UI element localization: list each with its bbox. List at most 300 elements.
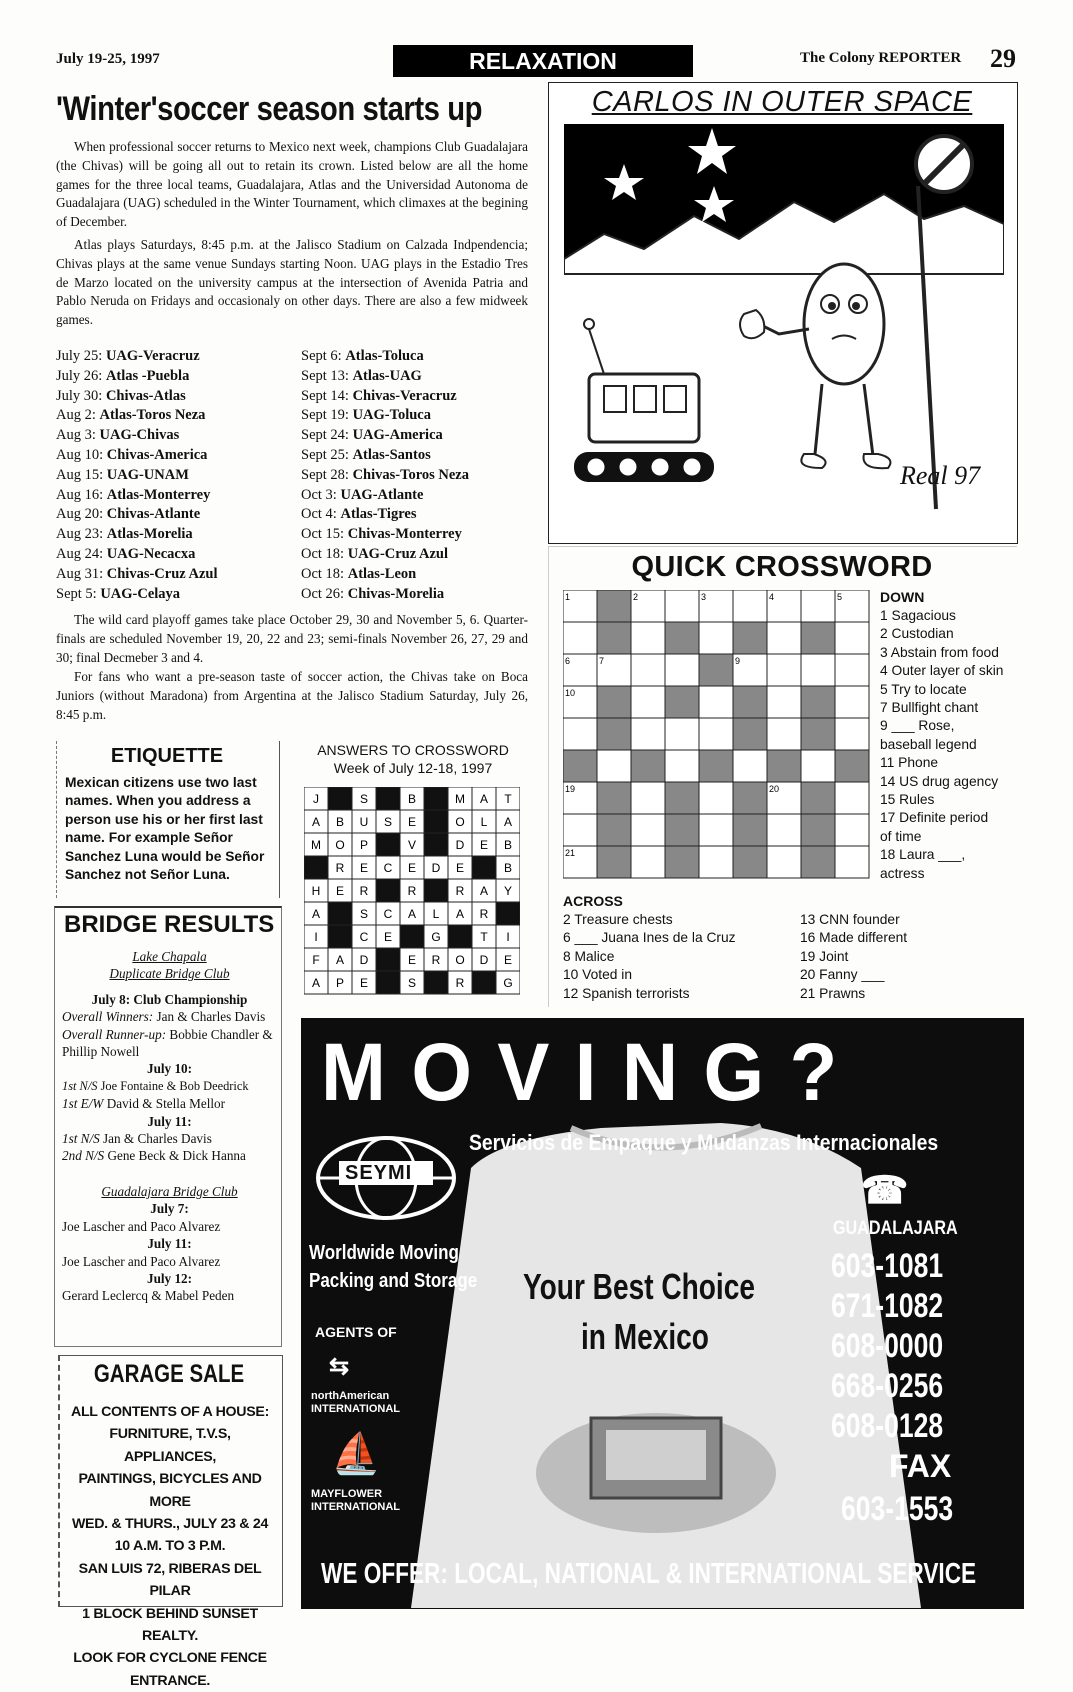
schedule-match: Chivas-Monterrey <box>347 526 462 543</box>
answer-letter: A <box>503 815 513 829</box>
schedule-match: Atlas-Santos <box>352 446 431 463</box>
down-clue: 5 Try to locate <box>880 681 967 697</box>
down-clue: 14 US drug agency <box>880 773 999 789</box>
answers-heading <box>298 741 528 777</box>
crossword-black-cell <box>597 782 631 814</box>
across-clue: 8 Malice <box>563 948 615 964</box>
answer-letter: I <box>506 930 510 944</box>
schedule-entry <box>301 387 541 407</box>
answer-letter: A <box>407 907 417 921</box>
answer-letter: C <box>383 907 393 921</box>
garage-sale-line: ENTRANCE. <box>129 1672 211 1689</box>
result-label: 1st N/S <box>62 1078 98 1093</box>
result-value: Bobbie Chandler & Phillip Nowell <box>62 1026 273 1060</box>
schedule-match: UAG-Veracruz <box>105 348 200 364</box>
schedule-column-left <box>56 347 296 604</box>
section-banner: RELAXATION <box>393 45 693 77</box>
answer-letter: I <box>314 930 318 944</box>
ad-city: GUADALAJARA <box>833 1218 958 1239</box>
down-clue: 11 Phone <box>880 755 939 771</box>
schedule-entry <box>56 486 296 506</box>
schedule-date: Oct 4: <box>301 506 341 523</box>
answer-letter: C <box>359 930 369 944</box>
across-clue: 19 Joint <box>800 948 849 964</box>
clue-number: 2 <box>633 592 639 602</box>
event-date: July 8: Club Championship <box>91 991 248 1007</box>
garage-sale-line: ALL CONTENTS OF A HOUSE: <box>71 1404 269 1420</box>
across-clue: 10 Voted in <box>563 967 633 983</box>
clue-number: 7 <box>599 656 605 666</box>
crossword-cell <box>835 622 869 654</box>
schedule-match: UAG-Toluca <box>352 407 431 424</box>
schedule-match: Chivas-Cruz Azul <box>106 565 218 582</box>
garage-sale-line: PAINTINGS, BICYCLES AND MORE <box>78 1471 262 1510</box>
crossword-cell <box>699 622 733 654</box>
result-value: Joe Lascher and Paco Alvarez <box>62 1218 221 1234</box>
schedule-date: Aug 16: <box>56 486 107 503</box>
crossword-black-cell <box>733 814 767 846</box>
crossword-cell <box>631 782 665 814</box>
schedule-match: UAG-Chivas <box>99 427 180 444</box>
answer-letter: A <box>311 907 321 921</box>
across-clue: 6 ___ Juana Ines de la Cruz <box>563 930 736 946</box>
garage-sale-line: WED. & THURS., JULY 23 & 24 <box>71 1516 269 1533</box>
page-number: 29 <box>990 44 1016 73</box>
answer-black-cell <box>424 879 448 902</box>
schedule-entry <box>301 565 541 585</box>
schedule-match: UAG-Celaya <box>100 585 181 602</box>
schedule-match: Atlas-UAG <box>352 367 422 384</box>
answer-letter: H <box>311 884 321 898</box>
answer-letter: E <box>359 861 369 875</box>
crossword-cell <box>631 686 665 718</box>
crossword-black-cell <box>665 622 699 654</box>
clue-number: 21 <box>565 848 576 858</box>
crossword-black-cell <box>563 750 597 782</box>
garage-sale-line: 1 BLOCK BEHIND SUNSET REALTY. <box>82 1605 258 1645</box>
schedule-entry <box>301 347 541 367</box>
answer-letter: R <box>431 953 441 967</box>
schedule-match: Chivas-Morelia <box>347 585 445 602</box>
crossword-black-cell <box>665 814 699 846</box>
schedule-date: Sept 19: <box>301 407 353 424</box>
across-clue: 21 Prawns <box>800 985 866 1001</box>
crossword-black-cell <box>801 686 835 718</box>
crossword-black-cell <box>597 590 631 622</box>
schedule-date: Sept 24: <box>301 427 353 444</box>
crossword-black-cell <box>733 686 767 718</box>
answer-letter: B <box>335 815 345 829</box>
answer-letter: D <box>359 953 369 967</box>
schedule-date: July 30: <box>56 387 106 404</box>
phone-number: 603-1081 <box>831 1247 944 1285</box>
crossword-cell <box>631 846 665 878</box>
schedule-entry <box>301 525 541 545</box>
crossword-black-cell <box>597 622 631 654</box>
schedule-date: Sept 14: <box>301 387 353 404</box>
answer-letter: D <box>431 861 441 875</box>
answer-letter: S <box>407 976 417 990</box>
agent-name: MAYFLOWER INTERNATIONAL <box>311 1488 401 1513</box>
answer-letter: T <box>480 930 488 944</box>
schedule-match: Atlas-Toros Neza <box>99 407 206 424</box>
answer-letter: O <box>455 953 465 967</box>
schedule-entry <box>301 367 541 387</box>
agents-label: AGENTS OF <box>315 1324 397 1340</box>
crossword-black-cell <box>699 654 733 686</box>
crossword-cell <box>767 686 801 718</box>
crossword-black-cell <box>631 750 665 782</box>
schedule-match: Atlas-Morelia <box>106 526 193 543</box>
answer-black-cell <box>328 902 352 925</box>
schedule-date: Aug 20: <box>56 506 107 523</box>
schedule-entry <box>56 545 296 565</box>
phone-number: 608-0000 <box>831 1327 944 1365</box>
down-clue: 7 Bullfight chant <box>880 700 979 716</box>
answers-title: ANSWERS TO CROSSWORD <box>317 742 509 758</box>
answer-letter: E <box>455 861 465 875</box>
schedule-match: UAG-UNAM <box>106 466 189 483</box>
answer-letter: R <box>455 976 465 990</box>
result-value: Jan & Charles Davis <box>103 1131 212 1147</box>
answer-letter: D <box>479 953 489 967</box>
clue-number: 4 <box>769 592 775 602</box>
fax-label: FAX <box>889 1448 952 1484</box>
ad-slogan: in Mexico <box>581 1316 709 1357</box>
answer-letter: S <box>359 907 369 921</box>
alien-character <box>804 264 884 384</box>
answer-letter: E <box>503 953 513 967</box>
answer-letter: E <box>407 861 417 875</box>
answer-black-cell <box>424 971 448 994</box>
schedule-entry <box>301 545 541 565</box>
schedule-entry <box>301 446 541 466</box>
answers-grid <box>304 787 520 999</box>
result-label: 1st N/S <box>62 1131 100 1147</box>
crossword-cell <box>699 782 733 814</box>
etiquette-title: ETIQUETTE <box>110 745 224 767</box>
answers-week: Week of July 12-18, 1997 <box>333 760 493 776</box>
schedule-entry <box>56 347 296 367</box>
answer-black-cell <box>376 879 400 902</box>
across-clues-heading: ACROSS <box>563 893 623 909</box>
crossword-cell <box>665 590 699 622</box>
schedule-date: Oct 15: <box>301 526 348 543</box>
phone-list <box>831 1246 1021 1446</box>
crossword-cell <box>767 654 801 686</box>
crossword-cell <box>835 782 869 814</box>
crossword-black-cell <box>733 718 767 750</box>
schedule-entry <box>56 387 296 407</box>
down-clue: baseball legend <box>880 736 977 752</box>
across-clues-right <box>800 911 1010 1003</box>
crossword-title: QUICK CROSSWORD <box>631 551 933 583</box>
answer-letter: R <box>455 884 465 898</box>
result-label: 1st E/W <box>62 1096 104 1112</box>
phone-number: 671-1082 <box>831 1287 944 1325</box>
crossword-cell <box>767 718 801 750</box>
crossword-cell <box>699 686 733 718</box>
north-american-logo-icon: ⇆ <box>329 1353 350 1380</box>
ad-slogan: Your Best Choice <box>523 1266 755 1307</box>
answer-letter: G <box>431 930 441 944</box>
schedule-match: Chivas-Atlas <box>105 387 186 404</box>
schedule-date: Aug 10: <box>56 446 107 463</box>
answer-letter: B <box>503 838 513 852</box>
answer-black-cell <box>424 810 448 833</box>
schedule-match: Atlas-Tigres <box>340 506 417 523</box>
answer-letter: L <box>480 815 488 829</box>
garage-sale-line: SAN LUIS 72, RIBERAS DEL PILAR <box>78 1560 262 1600</box>
bridge-results-title: BRIDGE RESULTS <box>64 911 275 938</box>
crossword-cell <box>835 718 869 750</box>
schedule-entry <box>56 505 296 525</box>
crossword-black-cell <box>801 718 835 750</box>
across-clue: 20 Fanny ___ <box>800 967 885 983</box>
crossword-black-cell <box>665 846 699 878</box>
answer-black-cell <box>376 971 400 994</box>
crossword-black-cell <box>767 750 801 782</box>
answer-letter: E <box>407 953 417 967</box>
answer-letter: Y <box>503 884 513 898</box>
answer-letter: A <box>311 976 321 990</box>
answer-letter: E <box>479 838 489 852</box>
result-label: Overall Winners: <box>62 1009 154 1025</box>
result-label: 2nd N/S <box>62 1148 105 1164</box>
schedule-entry <box>301 426 541 446</box>
crossword-cell <box>835 686 869 718</box>
crossword-grid <box>563 590 875 880</box>
answer-black-cell <box>376 948 400 971</box>
crossword-black-cell <box>597 846 631 878</box>
answer-letter: B <box>503 861 513 875</box>
answer-letter: P <box>335 976 345 990</box>
clue-number: 19 <box>565 784 576 794</box>
crossword-cell <box>699 846 733 878</box>
schedule-entry <box>56 367 296 387</box>
crossword-black-cell <box>801 782 835 814</box>
artist-signature: Real 97 <box>900 461 981 490</box>
clue-number: 5 <box>837 592 843 602</box>
schedule-match: Atlas-Toluca <box>345 348 424 364</box>
schedule-match: Atlas-Leon <box>347 565 417 582</box>
answer-letter: C <box>383 861 393 875</box>
crossword-cell <box>563 814 597 846</box>
answer-letter: A <box>335 953 345 967</box>
garage-sale-line: 10 A.M. TO 3 P.M. <box>114 1538 226 1555</box>
schedule-entry <box>56 426 296 446</box>
schedule-match: UAG-Necacxa <box>106 545 196 562</box>
answer-letter: M <box>455 792 465 806</box>
schedule-entry <box>301 585 541 605</box>
cartoon-title: CARLOS IN OUTER SPACE <box>591 86 973 118</box>
clue-number: 3 <box>701 592 707 602</box>
crossword-cell <box>733 590 767 622</box>
schedule-column-right <box>301 347 541 604</box>
fax-number: 603-1553 <box>841 1490 954 1528</box>
answer-black-cell <box>304 856 328 879</box>
across-clues-left <box>563 911 803 1003</box>
schedule-date: Sept 6: <box>301 348 346 364</box>
schedule-date: Oct 18: <box>301 545 348 562</box>
answer-letter: A <box>455 907 465 921</box>
crossword-cell <box>835 846 869 878</box>
agent-name: northAmerican INTERNATIONAL <box>311 1390 401 1415</box>
schedule-date: Aug 2: <box>56 407 100 424</box>
answer-black-cell <box>376 833 400 856</box>
crossword-black-cell <box>665 686 699 718</box>
crossword-cell <box>631 814 665 846</box>
seymi-logo: SEYMI <box>345 1162 413 1184</box>
down-clue: 17 Definite period <box>880 810 989 826</box>
schedule-date: Sept 5: <box>56 585 101 602</box>
article-headline: 'Winter'soccer season starts up <box>56 90 483 128</box>
clue-number: 1 <box>565 592 571 602</box>
answer-letter: E <box>335 884 345 898</box>
down-clue: 1 Sagacious <box>880 608 956 623</box>
result-label: Overall Runner-up: <box>62 1026 167 1042</box>
answer-black-cell <box>328 925 352 948</box>
issue-date: July 19-25, 1997 <box>56 51 160 67</box>
club-name: Guadalajara Bridge Club <box>101 1183 238 1199</box>
answer-letter: G <box>503 976 513 990</box>
schedule-date: Sept 28: <box>301 466 353 483</box>
crossword-black-cell <box>733 846 767 878</box>
crossword-cell <box>801 654 835 686</box>
event-date: July 11: <box>147 1236 192 1252</box>
club-name: Lake Chapala <box>132 949 207 964</box>
crossword-black-cell <box>801 846 835 878</box>
schedule-date: Oct 26: <box>301 585 348 602</box>
crossword-black-cell <box>801 622 835 654</box>
schedule-date: Oct 3: <box>301 486 341 503</box>
crossword-black-cell <box>665 782 699 814</box>
crossword-cell <box>767 846 801 878</box>
garage-sale-line: LOOK FOR CYCLONE FENCE <box>73 1650 267 1667</box>
answer-letter: E <box>407 815 417 829</box>
clue-number: 20 <box>769 784 780 794</box>
down-clue: 18 Laura ___, <box>880 847 966 863</box>
article-paragraph: When professional soccer returns to Mexico next week, champions Club Guadalajara (the Chivas) will be going all out to retain its crown. Listed below are all the home games for the three local teams, Guadalajara, Atlas and the Universidad Autonoma de Guadalajara (UAG) scheduled in the Winter Tournament, which climaxes at the begining of December. <box>56 139 528 230</box>
down-clue: 9 ___ Rose, <box>880 718 955 734</box>
schedule-entry <box>301 486 541 506</box>
crossword-black-cell <box>733 622 767 654</box>
article-paragraph: The wild card playoff games take place October 29, 30 and November 5, 6. Quarter-finals are scheduled November 19, 20, 22 and 23; semi-finals November 26, 27, 29 and 30; final Decmeber 3 and 4. <box>56 612 528 665</box>
answer-letter: P <box>359 838 369 852</box>
phone-number: 608-0128 <box>831 1407 944 1445</box>
answer-letter: A <box>479 884 489 898</box>
telephone-icon: ☎ <box>861 1170 909 1212</box>
result-value: Gerard Leclercq & Mabel Peden <box>62 1288 235 1304</box>
answer-black-cell <box>448 925 472 948</box>
answer-black-cell <box>400 925 424 948</box>
article-paragraph: For fans who want a pre-season taste of soccer action, the Chivas take on Boca Juniors (without Maradona) from Argentina at the Jalisco Stadium Saturday, July 26, 8:45 p.m. <box>56 669 528 722</box>
ad-subhead: Servicios de Empaque y Mudanzas Internacionales <box>469 1130 939 1155</box>
schedule-match: Atlas-Monterrey <box>106 486 211 503</box>
crossword-cell <box>699 718 733 750</box>
event-date: July 7: <box>150 1201 189 1217</box>
phone-number: 668-0256 <box>831 1367 944 1405</box>
crossword-cell <box>631 654 665 686</box>
crossword-black-cell <box>597 686 631 718</box>
event-date: July 12: <box>146 1270 193 1286</box>
result-value: David & Stella Mellor <box>106 1096 226 1112</box>
answer-letter: R <box>359 884 369 898</box>
answer-letter: O <box>455 815 465 829</box>
across-clue: 12 Spanish terrorists <box>563 985 690 1001</box>
down-clue: of time <box>880 828 922 844</box>
ad-headline: M O V I N G ? <box>321 1027 840 1118</box>
garage-sale-text <box>62 1401 278 1692</box>
crossword-black-cell <box>733 782 767 814</box>
schedule-entry <box>56 525 296 545</box>
schedule-entry <box>56 406 296 426</box>
schedule-entry <box>56 565 296 585</box>
answer-black-cell <box>424 787 448 810</box>
answer-letter: E <box>383 930 393 944</box>
schedule-date: July 26: <box>56 367 106 384</box>
event-date: July 11: <box>147 1113 192 1129</box>
schedule-entry <box>301 505 541 525</box>
result-value: Joe Fontaine & Bob Deedrick <box>100 1078 249 1093</box>
crossword-cell <box>767 622 801 654</box>
clue-number: 10 <box>565 688 576 698</box>
down-clue: 2 Custodian <box>880 626 954 642</box>
crossword-cell <box>699 814 733 846</box>
club-name: Duplicate Bridge Club <box>109 966 230 982</box>
answer-letter: D <box>455 838 465 852</box>
garage-sale-line: FURNITURE, T.V.S, APPLIANCES, <box>109 1426 231 1465</box>
result-value: Jan & Charles Davis <box>156 1009 266 1025</box>
down-clue: 15 Rules <box>880 792 935 808</box>
across-clue: 2 Treasure chests <box>563 912 673 927</box>
schedule-date: Aug 23: <box>56 526 107 543</box>
crossword-black-cell <box>801 814 835 846</box>
crossword-black-cell <box>597 814 631 846</box>
article-paragraph: Atlas plays Saturdays, 8:45 p.m. at the Jalisco Stadium on Calzada Indpendencia; Chivas plays at the same venue Sundays starting Noon. UAG plays in the Estadio Tres de Marzo located on the university campus at the intersection of Avenida Patria and Pablo Neruda on Fridays and occasionaly on other days. There are also a few midweek games. <box>56 237 528 328</box>
answer-black-cell <box>376 787 400 810</box>
event-date: July 10: <box>146 1061 193 1077</box>
crossword-black-cell <box>835 750 869 782</box>
cartoon-illustration <box>564 124 1004 534</box>
schedule-date: Aug 3: <box>56 427 100 444</box>
crossword-cell <box>665 750 699 782</box>
clue-number: 9 <box>735 656 741 666</box>
schedule-entry <box>301 406 541 426</box>
answer-letter: F <box>312 953 320 967</box>
schedule-match: Chivas-Veracruz <box>352 387 457 404</box>
answer-letter: U <box>359 815 369 829</box>
down-clues-heading: DOWN <box>880 589 925 605</box>
schedule-entry <box>56 446 296 466</box>
crossword-cell <box>631 622 665 654</box>
answer-black-cell <box>424 833 448 856</box>
crossword-cell <box>597 750 631 782</box>
garage-sale-title: GARAGE SALE <box>93 1360 245 1388</box>
schedule-match: UAG-Cruz Azul <box>347 545 449 562</box>
answer-letter: J <box>313 792 319 806</box>
answer-letter: O <box>335 838 345 852</box>
crossword-cell <box>835 654 869 686</box>
crossword-cell <box>767 814 801 846</box>
answer-black-cell <box>472 971 496 994</box>
schedule-date: Oct 18: <box>301 565 348 582</box>
answer-letter: L <box>432 907 440 921</box>
schedule-match: Chivas-Toros Neza <box>352 466 469 483</box>
result-value: Joe Lascher and Paco Alvarez <box>62 1253 221 1269</box>
crossword-black-cell <box>597 718 631 750</box>
answer-letter: M <box>311 838 321 852</box>
